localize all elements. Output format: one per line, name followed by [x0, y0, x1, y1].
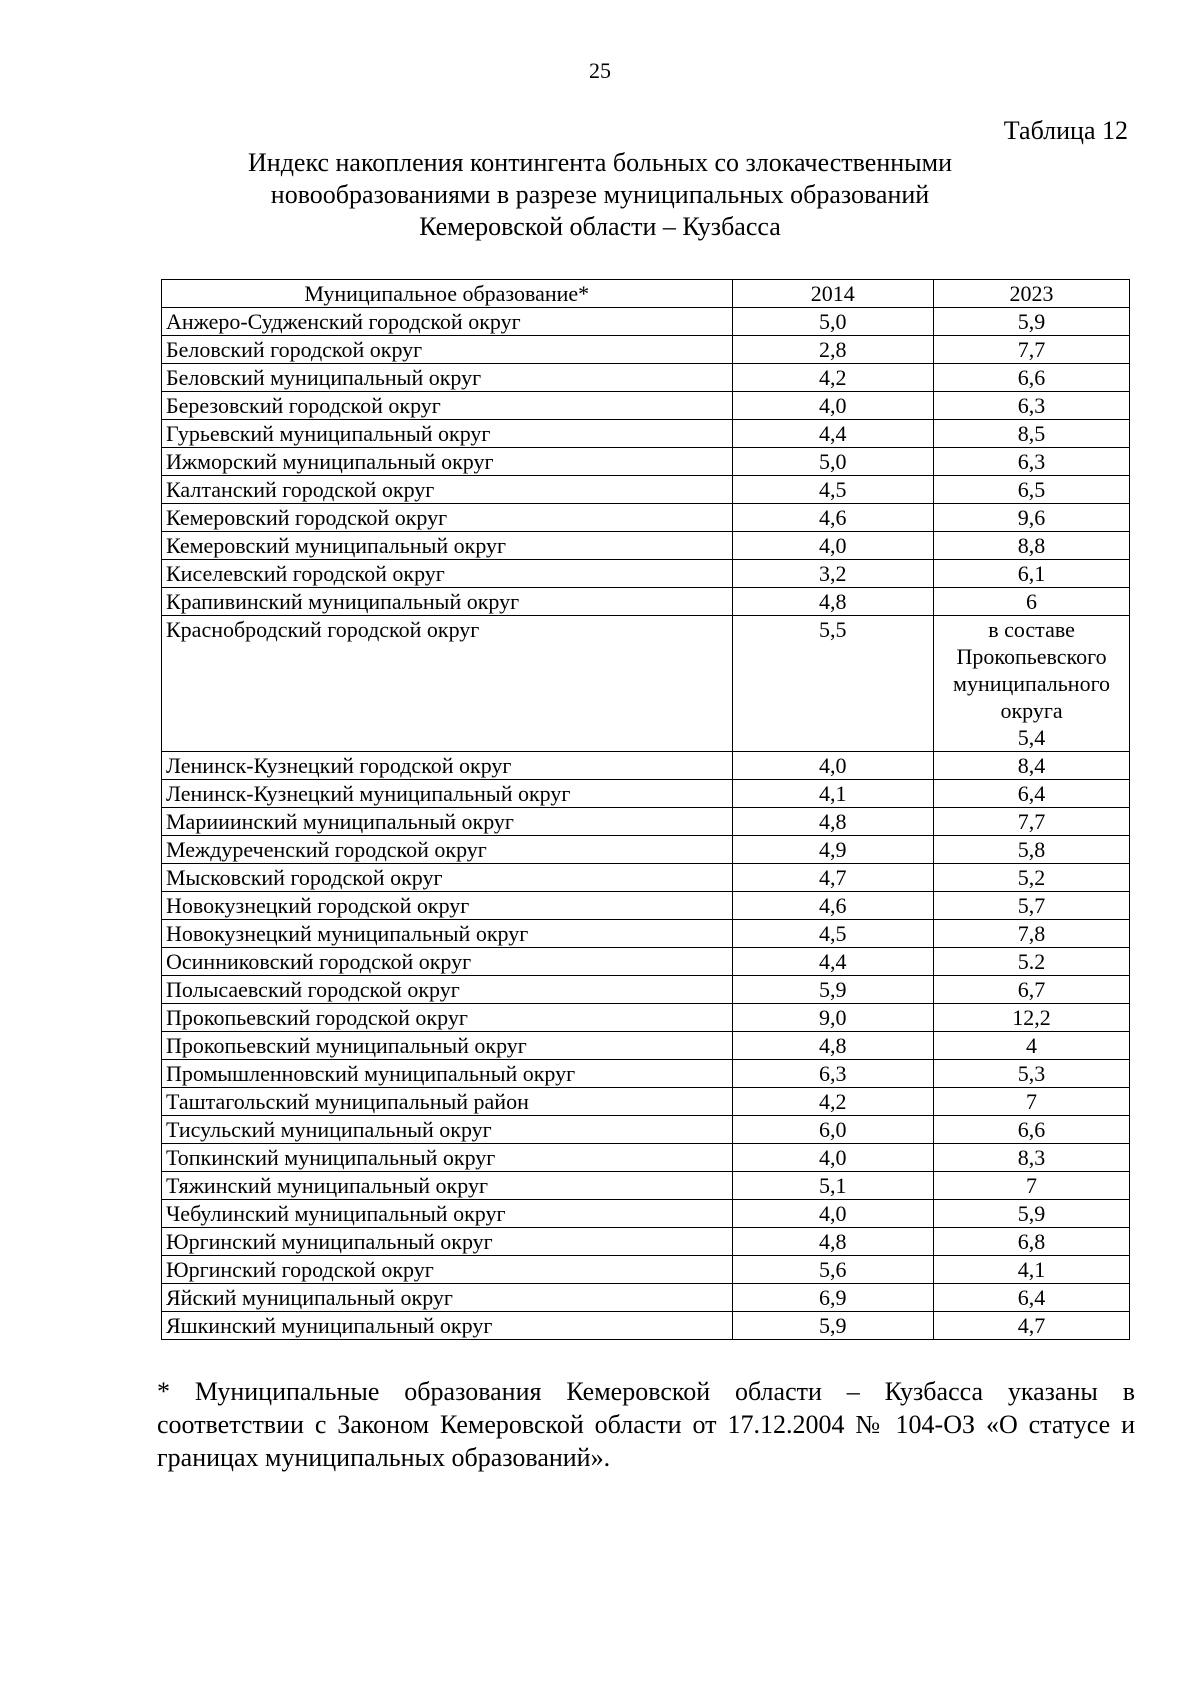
municipality-cell: Кемеровский муниципальный округ	[162, 532, 733, 560]
value-2014-cell: 6,3	[732, 1060, 934, 1088]
value-2023-line: Прокопьевского	[956, 644, 1107, 669]
value-2023-cell: 5,9	[934, 308, 1130, 336]
table-row	[162, 616, 1130, 752]
value-2014-cell: 5,0	[732, 308, 934, 336]
footnote: * Муниципальные образования Кемеровской области – Кузбасса указаны в соответствии с Законом Кемеровской области от 17.12.2004 № 104-ОЗ «О статусе и границах муниципальных образований».	[157, 1377, 1135, 1472]
value-2014-cell: 4,8	[732, 588, 934, 616]
table-row	[162, 1004, 1130, 1032]
table-row	[162, 1256, 1130, 1284]
value-2023-cell	[934, 616, 1130, 752]
table-row	[162, 920, 1130, 948]
municipality-cell: Мысковский городской округ	[162, 864, 733, 892]
municipality-cell: Междуреченский городской округ	[162, 836, 733, 864]
value-2023-cell: 5,3	[934, 1060, 1130, 1088]
value-2023-cell: 7,7	[934, 336, 1130, 364]
value-2023-line: муниципального	[953, 671, 1111, 696]
value-2014-cell: 4,0	[732, 1144, 934, 1172]
value-2023-line: 5,4	[1017, 725, 1046, 750]
municipality-cell: Ленинск-Кузнецкий муниципальный округ	[162, 780, 733, 808]
municipality-cell: Прокопьевский городской округ	[162, 1004, 733, 1032]
value-2014-cell: 4,1	[732, 780, 934, 808]
municipality-cell: Яшкинский муниципальный округ	[162, 1312, 733, 1340]
value-2023-cell: 4,7	[934, 1312, 1130, 1340]
table-row	[162, 364, 1130, 392]
value-2014-cell: 4,0	[732, 1200, 934, 1228]
value-2014-cell: 6,9	[732, 1284, 934, 1312]
municipality-cell: Топкинский муниципальный округ	[162, 1144, 733, 1172]
table-title	[0, 147, 1200, 243]
value-2023-cell: 5,9	[934, 1200, 1130, 1228]
value-2014-cell: 4,4	[732, 948, 934, 976]
municipality-cell: Полысаевский городской округ	[162, 976, 733, 1004]
header-municipality: Муниципальное образование*	[162, 280, 733, 308]
title-line: новообразованиями в разрезе муниципальных образований	[270, 180, 930, 209]
value-2014-cell: 2,8	[732, 336, 934, 364]
table-row	[162, 1172, 1130, 1200]
municipality-cell: Яйский муниципальный округ	[162, 1284, 733, 1312]
table-row	[162, 1116, 1130, 1144]
municipality-cell: Тисульский муниципальный округ	[162, 1116, 733, 1144]
table-row	[162, 308, 1130, 336]
value-2023-cell: 7	[934, 1088, 1130, 1116]
value-2023-cell: 5,7	[934, 892, 1130, 920]
municipality-cell: Крапивинский муниципальный округ	[162, 588, 733, 616]
data-table	[161, 279, 1130, 1340]
municipality-cell: Юргинский городской округ	[162, 1256, 733, 1284]
value-2014-cell: 4,9	[732, 836, 934, 864]
municipality-cell: Таштагольский муниципальный район	[162, 1088, 733, 1116]
municipality-cell: Тяжинский муниципальный округ	[162, 1172, 733, 1200]
value-2023-cell: 5.2	[934, 948, 1130, 976]
municipality-cell: Беловский городской округ	[162, 336, 733, 364]
value-2014-cell: 5,1	[732, 1172, 934, 1200]
title-line: Индекс накопления контингента больных со злокачественными	[248, 148, 952, 177]
table-row	[162, 448, 1130, 476]
value-2014-cell: 4,2	[732, 364, 934, 392]
value-2014-cell: 4,0	[732, 532, 934, 560]
value-2014-cell: 4,2	[732, 1088, 934, 1116]
value-2014-cell: 5,5	[732, 616, 934, 752]
value-2014-cell: 4,5	[732, 920, 934, 948]
value-2023-cell: 7,8	[934, 920, 1130, 948]
value-2023-line: округа	[1000, 698, 1063, 723]
value-2014-cell: 4,7	[732, 864, 934, 892]
title-line: Кемеровской области – Кузбасса	[419, 212, 781, 241]
value-2023-cell: 5,8	[934, 836, 1130, 864]
table-row	[162, 1088, 1130, 1116]
header-2023: 2023	[934, 280, 1130, 308]
value-2023-cell: 12,2	[934, 1004, 1130, 1032]
table-row	[162, 752, 1130, 780]
value-2014-cell: 4,8	[732, 808, 934, 836]
table-row	[162, 504, 1130, 532]
municipality-cell: Новокузнецкий муниципальный округ	[162, 920, 733, 948]
table-row	[162, 532, 1130, 560]
value-2014-cell: 4,0	[732, 752, 934, 780]
value-2014-cell: 5,9	[732, 976, 934, 1004]
table-body	[162, 308, 1130, 1340]
value-2023-cell: 6,3	[934, 392, 1130, 420]
table-label: Таблица 12	[1003, 116, 1128, 145]
table-row	[162, 1032, 1130, 1060]
municipality-cell: Березовский городской округ	[162, 392, 733, 420]
table-row	[162, 892, 1130, 920]
value-2023-cell: 6,7	[934, 976, 1130, 1004]
municipality-cell: Калтанский городской округ	[162, 476, 733, 504]
municipality-cell: Краснобродский городской округ	[162, 616, 733, 752]
value-2023-cell: 6,1	[934, 560, 1130, 588]
table-header-row	[162, 280, 1130, 308]
municipality-cell: Ленинск-Кузнецкий городской округ	[162, 752, 733, 780]
value-2023-cell: 8,4	[934, 752, 1130, 780]
table-row	[162, 1144, 1130, 1172]
municipality-cell: Гурьевский муниципальный округ	[162, 420, 733, 448]
municipality-cell: Беловский муниципальный округ	[162, 364, 733, 392]
value-2023-cell: 9,6	[934, 504, 1130, 532]
municipality-cell: Прокопьевский муниципальный округ	[162, 1032, 733, 1060]
value-2023-cell: 6,4	[934, 1284, 1130, 1312]
value-2014-cell: 4,8	[732, 1228, 934, 1256]
table-row	[162, 588, 1130, 616]
municipality-cell: Юргинский муниципальный округ	[162, 1228, 733, 1256]
value-2014-cell: 5,0	[732, 448, 934, 476]
table-row	[162, 1060, 1130, 1088]
page-number: 25	[589, 58, 611, 83]
value-2014-cell: 4,8	[732, 1032, 934, 1060]
value-2023-cell: 4,1	[934, 1256, 1130, 1284]
municipality-cell: Осинниковский городской округ	[162, 948, 733, 976]
value-2023-cell: 6,5	[934, 476, 1130, 504]
value-2014-cell: 5,6	[732, 1256, 934, 1284]
value-2014-cell: 4,0	[732, 392, 934, 420]
table-row	[162, 780, 1130, 808]
table-row	[162, 948, 1130, 976]
municipality-cell: Киселевский городской округ	[162, 560, 733, 588]
value-2014-cell: 3,2	[732, 560, 934, 588]
value-2023-cell: 8,8	[934, 532, 1130, 560]
value-2014-cell: 6,0	[732, 1116, 934, 1144]
value-2023-cell: 7	[934, 1172, 1130, 1200]
value-2023-cell: 6,6	[934, 364, 1130, 392]
municipality-cell: Чебулинский муниципальный округ	[162, 1200, 733, 1228]
value-2023-cell: 8,5	[934, 420, 1130, 448]
table-row	[162, 1312, 1130, 1340]
table-row	[162, 336, 1130, 364]
municipality-cell: Кемеровский городской округ	[162, 504, 733, 532]
table-row	[162, 836, 1130, 864]
value-2014-cell: 9,0	[732, 1004, 934, 1032]
municipality-cell: Марииинский муниципальный округ	[162, 808, 733, 836]
table-row	[162, 864, 1130, 892]
value-2023-cell: 5,2	[934, 864, 1130, 892]
municipality-cell: Ижморский муниципальный округ	[162, 448, 733, 476]
value-2014-cell: 4,6	[732, 892, 934, 920]
value-2023-cell: 8,3	[934, 1144, 1130, 1172]
municipality-cell: Новокузнецкий городской округ	[162, 892, 733, 920]
table-row	[162, 976, 1130, 1004]
value-2023-cell: 4	[934, 1032, 1130, 1060]
table-row	[162, 476, 1130, 504]
municipality-cell: Анжеро-Судженский городской округ	[162, 308, 733, 336]
value-2014-cell: 5,9	[732, 1312, 934, 1340]
table-row	[162, 808, 1130, 836]
municipality-cell: Промышленновский муниципальный округ	[162, 1060, 733, 1088]
table-row	[162, 420, 1130, 448]
table-row	[162, 1284, 1130, 1312]
value-2023-line: в составе	[988, 617, 1075, 642]
value-2023-cell: 6,3	[934, 448, 1130, 476]
value-2023-cell: 6,4	[934, 780, 1130, 808]
value-2023-cell: 6,8	[934, 1228, 1130, 1256]
table-row	[162, 392, 1130, 420]
value-2023-cell: 6	[934, 588, 1130, 616]
value-2023-cell: 6,6	[934, 1116, 1130, 1144]
value-2014-cell: 4,5	[732, 476, 934, 504]
value-2014-cell: 4,6	[732, 504, 934, 532]
table-row	[162, 1228, 1130, 1256]
value-2014-cell: 4,4	[732, 420, 934, 448]
value-2023-cell: 7,7	[934, 808, 1130, 836]
header-2014: 2014	[732, 280, 934, 308]
table-row	[162, 1200, 1130, 1228]
table-row	[162, 560, 1130, 588]
